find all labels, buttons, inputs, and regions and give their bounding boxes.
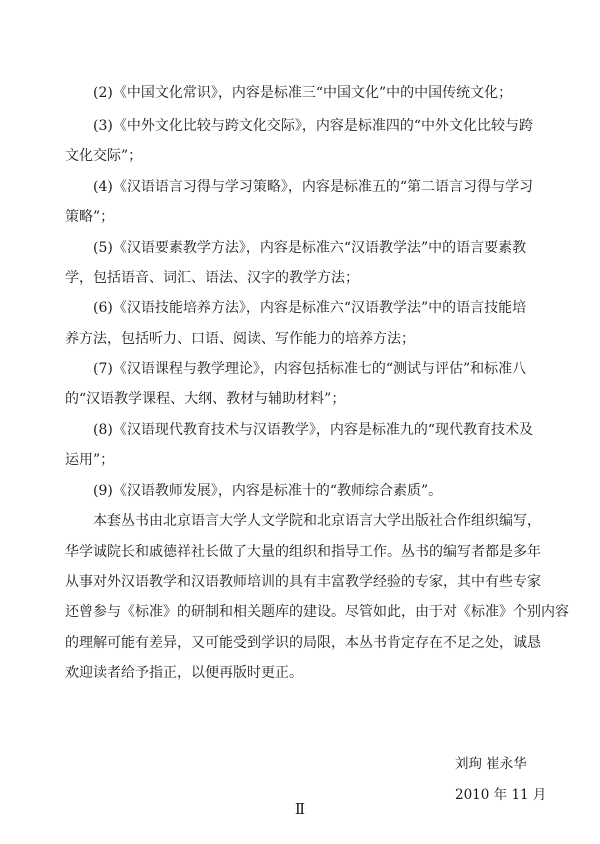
list-item-line: (4)《汉语语言习得与学习策略》，内容是标准五的“第二语言习得与学习	[93, 179, 533, 195]
signature-authors: 刘珣 崔永华	[455, 756, 527, 772]
list-item-line: (3)《中外文化比较与跨文化交际》，内容是标准四的“中外文化比较与跨	[93, 118, 533, 134]
paragraph-text: 本套丛书由北京语言大学人文学院和北京语言大学出版社合作组织编写，	[93, 513, 541, 529]
page-number: Ⅱ	[294, 802, 306, 818]
paragraph-text: 的理解可能有差异，又可能受到学识的局限，本丛书肯定存在不足之处，诚恳	[65, 635, 541, 651]
paragraph-text: 从事对外汉语教学和汉语教师培训的具有丰富教学经验的专家，其中有些专家	[65, 574, 541, 590]
list-item-line: (5)《汉语要素教学方法》，内容是标准六“汉语教学法”中的语言要素教	[93, 240, 527, 256]
paragraph-text: 还曾参与《标准》的研制和相关题库的建设。尽管如此，由于对《标准》个别内容	[65, 604, 569, 620]
list-item-line: 的“汉语教学课程、大纲、教材与辅助材料”；	[65, 391, 346, 407]
list-item-line: 策略”；	[65, 209, 115, 225]
list-item-line: (9)《汉语教师发展》，内容是标准十的“教师综合素质”。	[93, 483, 443, 499]
list-item-line: (2)《中国文化常识》，内容是标准三“中国文化”中的中国传统文化；	[93, 85, 513, 101]
paragraph-text: 欢迎读者给予指正，以便再版时更正。	[65, 665, 303, 681]
paragraph-text: 华学诚院长和戚德祥社长做了大量的组织和指导工作。丛书的编写者都是多年	[65, 544, 541, 560]
list-item-line: 养方法，包括听力、口语、阅读、写作能力的培养方法；	[65, 331, 415, 347]
list-item-line: (7)《汉语课程与教学理论》，内容包括标准七的“测试与评估”和标准八	[93, 361, 527, 377]
list-item-line: (8)《汉语现代教育技术与汉语教学》，内容是标准九的“现代教育技术及	[93, 422, 533, 438]
signature-date: 2010 年 11 月	[455, 787, 547, 803]
list-item-line: 学，包括语音、词汇、语法、汉字的教学方法；	[65, 270, 359, 286]
list-item-line: 文化交际”；	[65, 148, 143, 164]
list-item-line: (6)《汉语技能培养方法》，内容是标准六“汉语教学法”中的语言技能培	[93, 300, 527, 316]
list-item-line: 运用”；	[65, 452, 115, 468]
